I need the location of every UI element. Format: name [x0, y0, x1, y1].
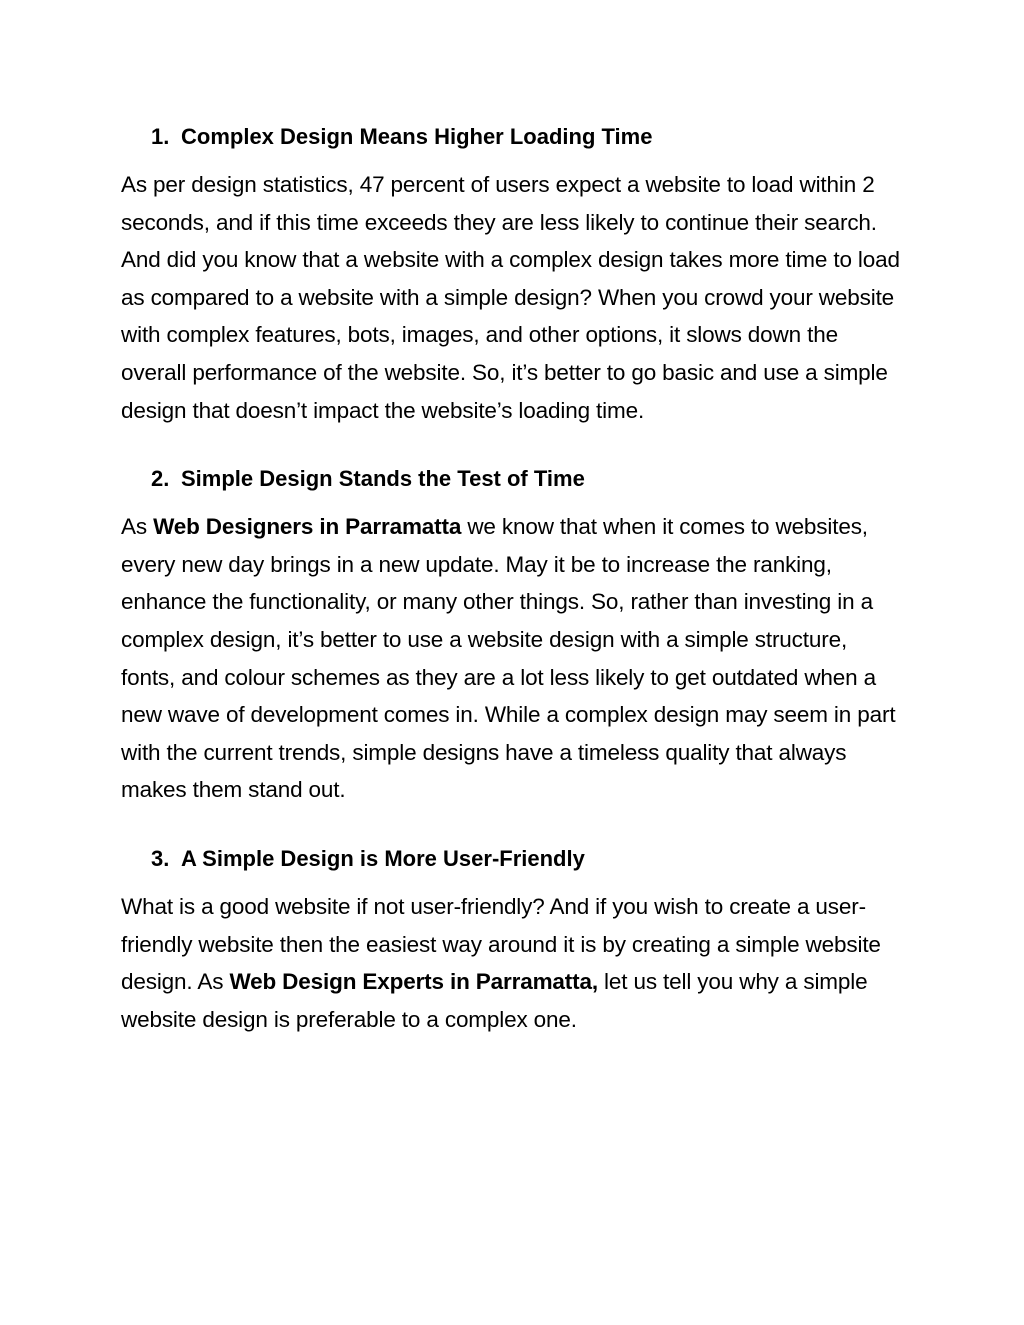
section-2	[121, 460, 906, 809]
section-1	[121, 118, 906, 429]
section-heading	[151, 118, 906, 155]
bold-keyword: Web Design Experts in Parramatta,	[229, 969, 598, 995]
section-title: Simple Design Stands the Test of Time	[181, 466, 585, 492]
paragraph-text: As	[121, 514, 154, 540]
paragraph-text: we know that when it comes to websites, every new day brings in a new update. May it be to increase the ranking, enhance the functionality, or many other things. So, rather than investing in a complex design, it’s better to use a website design with a simple structure, fonts, and colour schemes as they are a lot less likely to get outdated when a new wave of development comes in. While a complex design may seem in part with the current trends, simple designs have a timeless quality that always makes them stand out.	[121, 514, 896, 803]
section-heading	[151, 840, 906, 877]
section-title: A Simple Design is More User-Friendly	[181, 845, 585, 871]
section-number: 3.	[151, 845, 170, 871]
section-number: 1.	[151, 124, 170, 149]
paragraph-text: let us tell you why a simple website design is preferable to a complex one.	[121, 969, 868, 1032]
section-paragraph	[121, 508, 906, 809]
section-title: Complex Design Means Higher Loading Time	[181, 124, 653, 149]
section-paragraph	[121, 888, 906, 1038]
section-number: 2.	[151, 466, 170, 492]
section-paragraph: As per design statistics, 47 percent of users expect a website to load within 2 seconds, and if this time exceeds they are less likely to continue their search. And did you know that a website with a complex design takes more time to load as compared to a website with a simple design? When you crowd your website with complex features, bots, images, and other options, it slows down the overall performance of the website. So, it’s better to go basic and use a simple design that doesn’t impact the website’s loading time.	[121, 172, 900, 423]
document-content	[121, 118, 906, 1038]
section-3	[121, 840, 906, 1038]
paragraph-text: What is a good website if not user-friendly? And if you wish to create a user-friendly website then the easiest way around it is by creating a simple website design. As	[121, 893, 881, 995]
bold-keyword: Web Designers in Parramatta	[153, 514, 462, 540]
section-heading	[151, 460, 906, 497]
